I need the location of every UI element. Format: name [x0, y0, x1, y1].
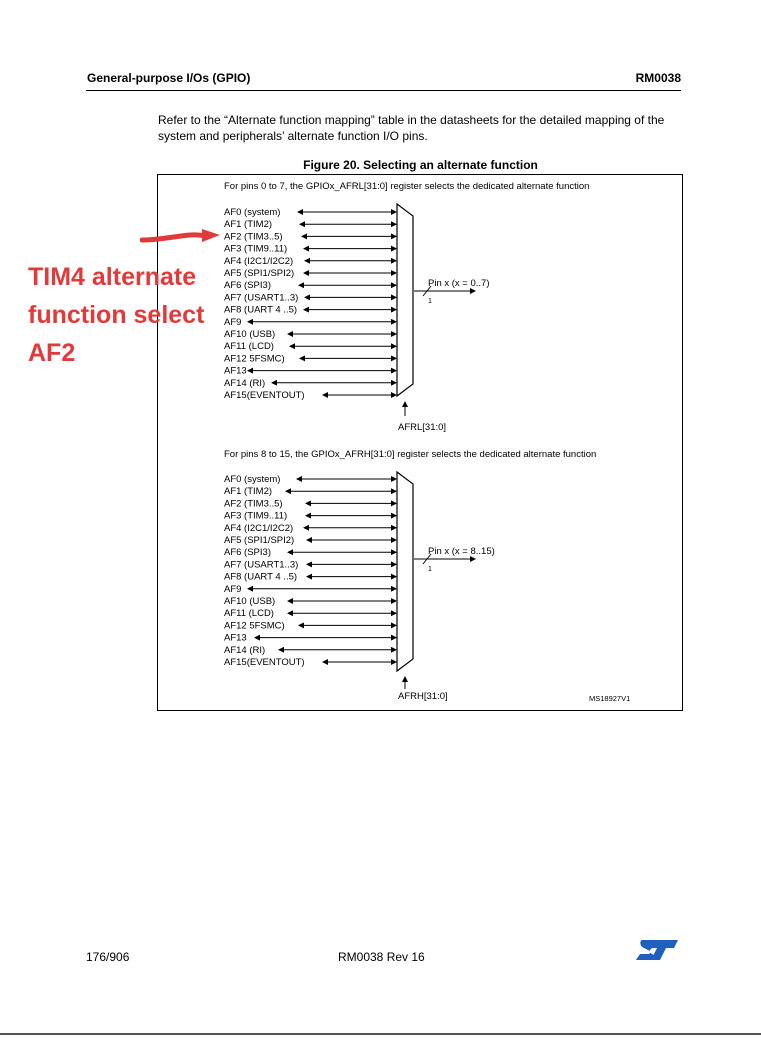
mux-input-label: AF9 [224, 583, 242, 595]
mux-input-label: AF10 (USB) [224, 596, 276, 607]
figure-title: Figure 20. Selecting an alternate function [303, 158, 538, 172]
mux-block-bottom [224, 449, 596, 702]
mux-input-label: AF14 (RI) [224, 644, 266, 656]
bus-width-label: 1 [428, 566, 432, 573]
mux-input-label: AF5 (SPI1/SPI2) [224, 535, 295, 546]
header-section-title: General-purpose I/Os (GPIO) [87, 71, 251, 85]
mux-input-label: AF2 (TIM3..5) [224, 231, 283, 243]
mux-input-label: AF12 5FSMC) [224, 620, 285, 632]
mux-input-label: AF2 (TIM3..5) [224, 498, 283, 510]
mux-input-label: AF15(EVENTOUT) [224, 657, 305, 668]
mux-input-label: AF10 (USB) [224, 329, 276, 340]
mux-shape [397, 204, 413, 396]
mux-input-label: AF7 (USART1..3) [224, 559, 299, 571]
annotation-line-2: function select [28, 301, 205, 329]
mux-output-label: Pin x (x = 8..15) [428, 546, 495, 557]
mux-input-label: AF0 (system) [224, 207, 281, 218]
intro-paragraph: Refer to the “Alternate function mapping” table in the datasheets for the detailed mapping of the system and peripherals’ alternate function I/O pins. [158, 113, 665, 143]
mux-input-label: AF6 (SPI3) [224, 280, 271, 292]
mux-input-label: AF1 (TIM2) [224, 219, 273, 231]
mux-caption: For pins 0 to 7, the GPIOx_AFRL[31:0] register selects the dedicated alternate function [224, 181, 590, 192]
mux-input-label: AF11 (LCD) [224, 608, 274, 620]
mux-block-top [224, 181, 589, 433]
footer-doc-revision: RM0038 Rev 16 [338, 950, 425, 964]
mux-input-label: AF11 (LCD) [224, 341, 274, 353]
mux-input-label: AF5 (SPI1/SPI2) [224, 268, 295, 279]
header-doc-id: RM0038 [635, 71, 681, 85]
mux-input-label: AF1 (TIM2) [224, 486, 273, 498]
footer-page-number: 176/906 [86, 950, 130, 964]
mux-input-label: AF8 (UART 4 ..5) [224, 571, 298, 583]
mux-input-label: AF13 [224, 365, 247, 377]
mux-input-label: AF12 5FSMC) [224, 353, 285, 365]
mux-input-label: AF0 (system) [224, 474, 281, 485]
annotation-arrow-icon [140, 226, 224, 248]
mux-diagram [157, 174, 683, 711]
figure-ref-code: MS18927V1 [589, 694, 631, 703]
mux-input-label: AF9 [224, 316, 242, 328]
st-logo-icon [634, 938, 678, 962]
header-rule [86, 90, 681, 91]
annotation-line-1: TIM4 alternate [28, 263, 197, 291]
bus-width-label: 1 [428, 298, 432, 305]
mux-caption: For pins 8 to 15, the GPIOx_AFRH[31:0] register selects the dedicated alternate function [224, 449, 597, 460]
page-bottom-rule [0, 1033, 761, 1035]
mux-shape [397, 472, 413, 671]
select-register-label: AFRH[31:0] [398, 691, 448, 702]
annotation-line-3: AF2 [28, 339, 76, 367]
mux-input-label: AF14 (RI) [224, 377, 266, 389]
mux-input-label: AF3 (TIM9..11) [224, 510, 288, 522]
mux-input-label: AF13 [224, 632, 247, 644]
mux-input-label: AF3 (TIM9..11) [224, 243, 288, 255]
mux-input-label: AF8 (UART 4 ..5) [224, 304, 298, 316]
mux-output-label: Pin x (x = 0..7) [428, 278, 490, 289]
select-register-label: AFRL[31:0] [398, 422, 447, 433]
mux-input-label: AF4 (I2C1/I2C2) [224, 522, 294, 534]
mux-input-label: AF15(EVENTOUT) [224, 390, 305, 401]
mux-input-label: AF7 (USART1..3) [224, 292, 299, 304]
mux-input-label: AF4 (I2C1/I2C2) [224, 255, 294, 267]
mux-input-label: AF6 (SPI3) [224, 547, 271, 559]
